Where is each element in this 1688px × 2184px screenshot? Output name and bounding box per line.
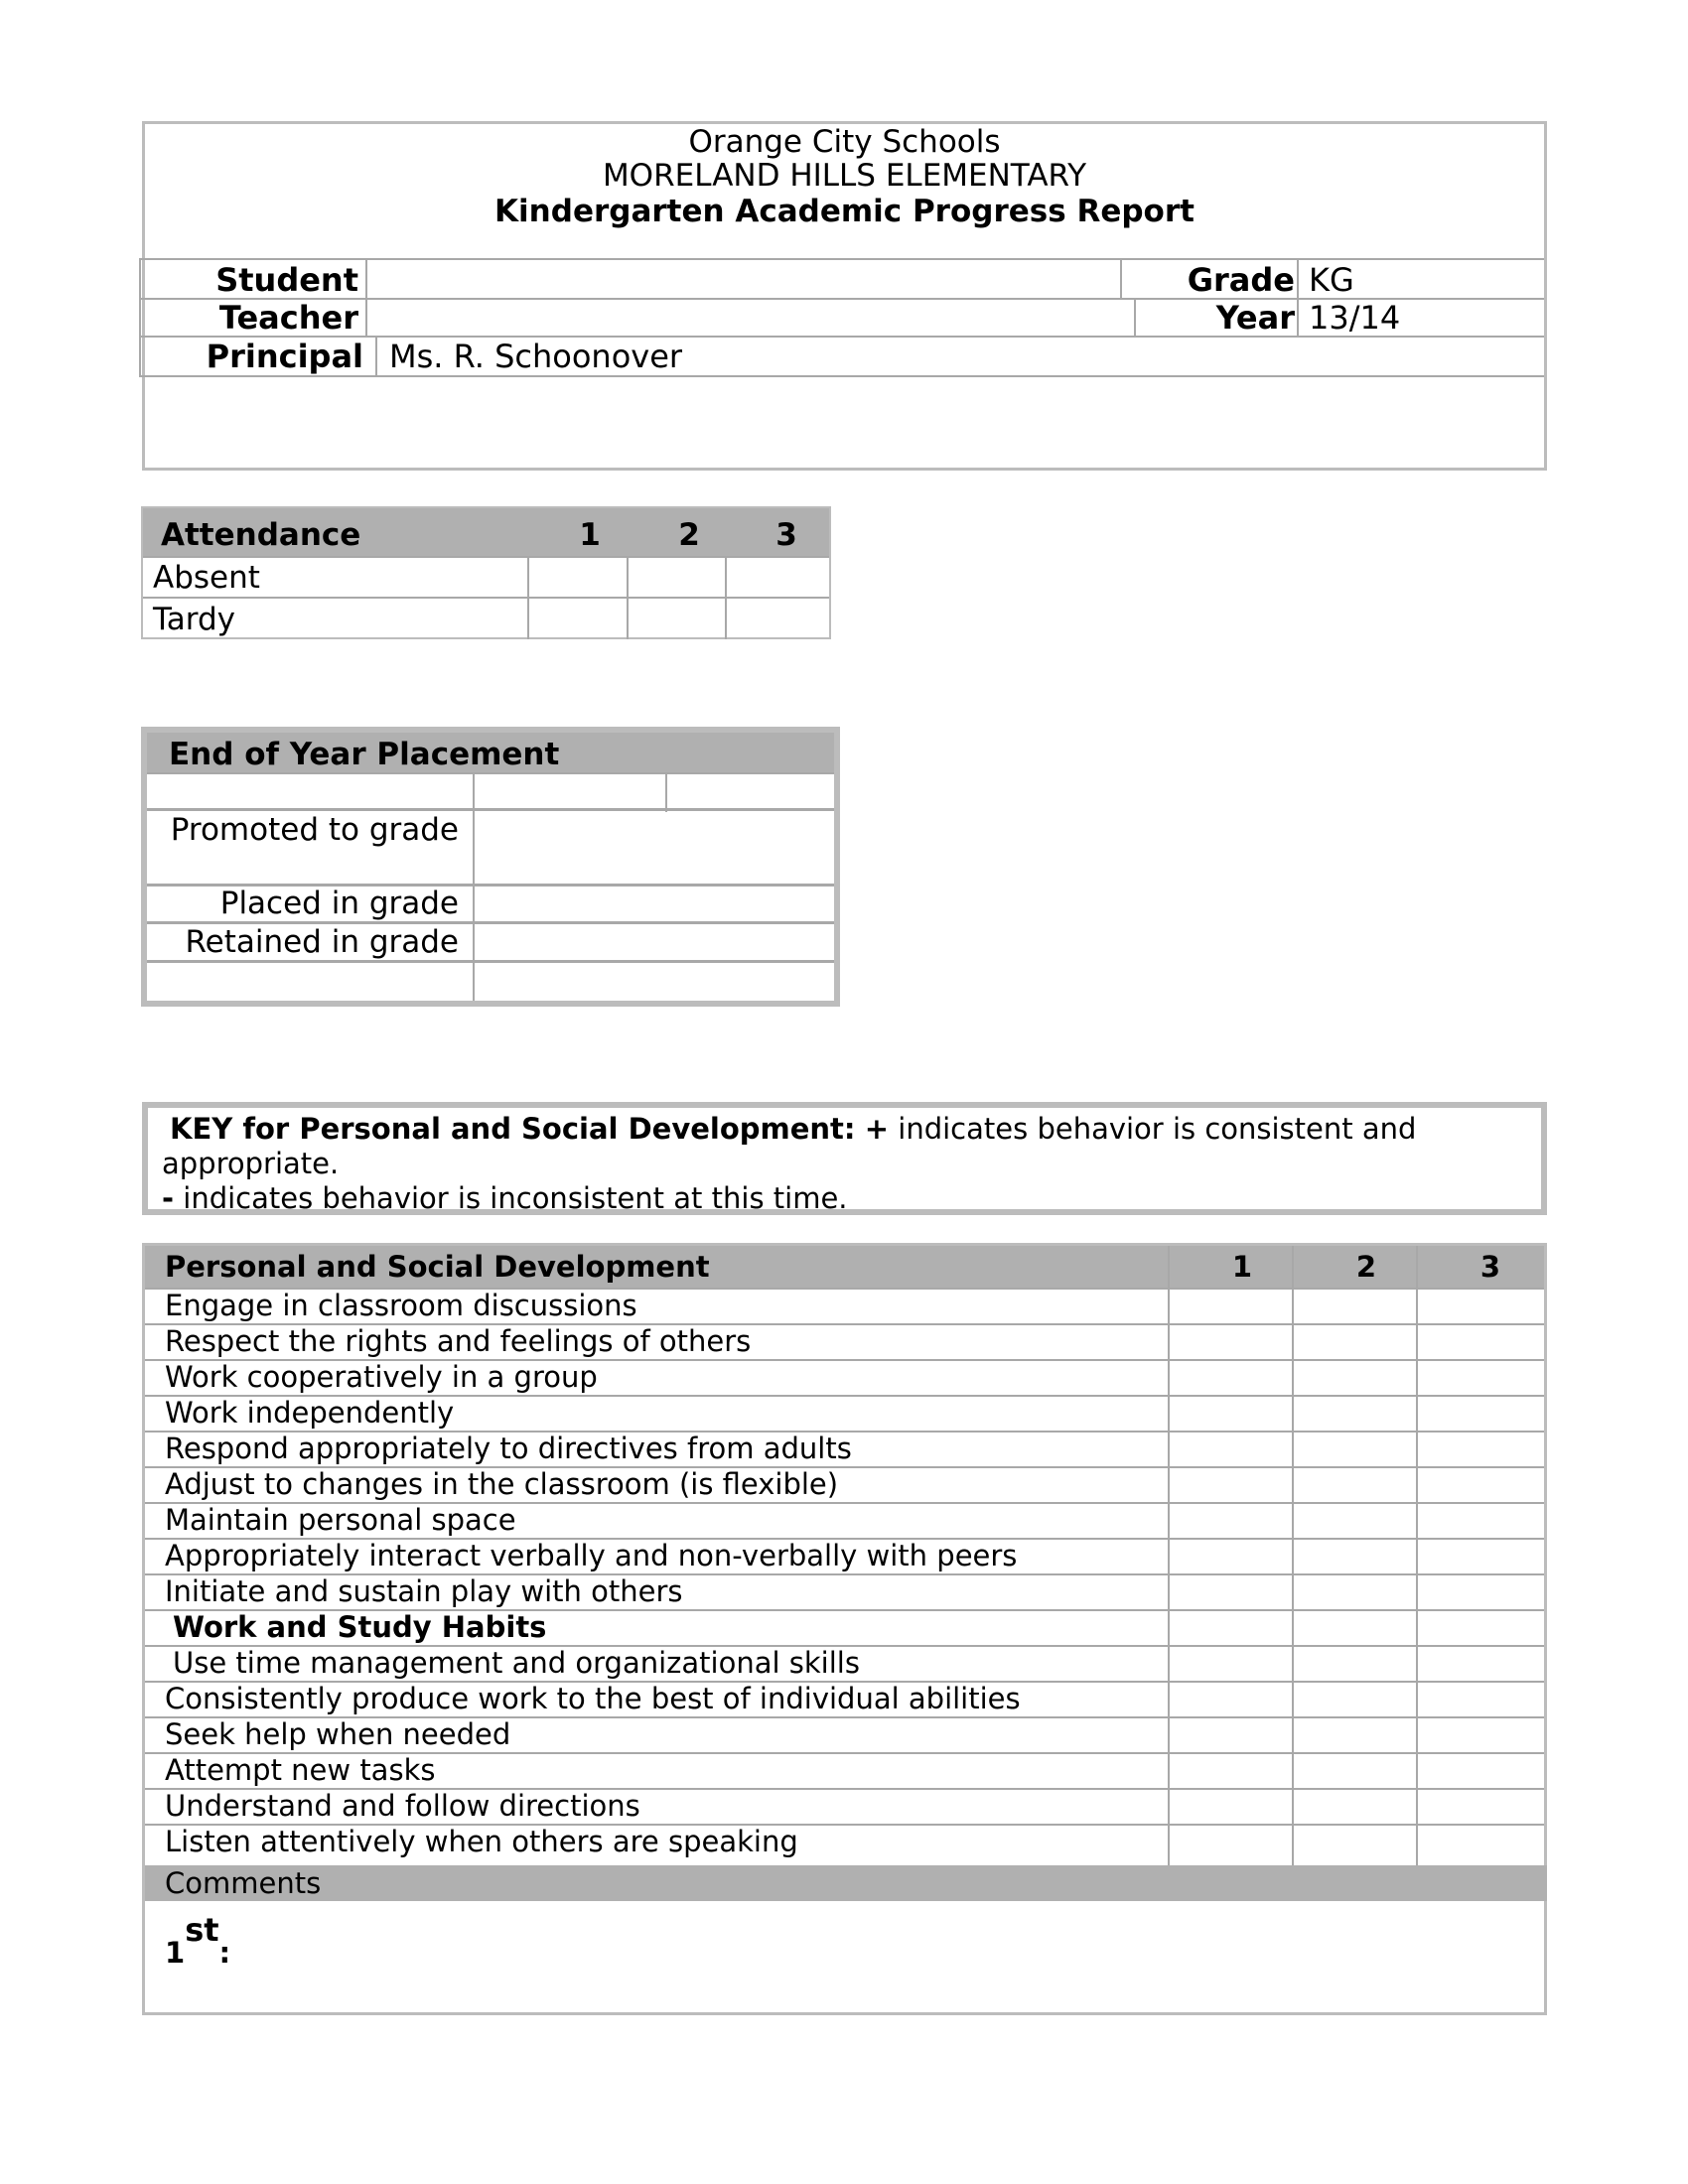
- rating-cell-2[interactable]: [1294, 1826, 1416, 1859]
- rating-cell-3[interactable]: [1418, 1397, 1540, 1431]
- development-col-3: 3: [1479, 1250, 1501, 1284]
- principal-label: Principal: [206, 338, 363, 375]
- rating-cell-2[interactable]: [1294, 1718, 1416, 1752]
- development-row-label: Understand and follow directions: [165, 1789, 640, 1823]
- rating-cell-1[interactable]: [1170, 1468, 1292, 1502]
- rating-cell-1[interactable]: [1170, 1433, 1292, 1466]
- rating-cell-1[interactable]: [1170, 1361, 1292, 1395]
- key-box: [142, 1102, 1547, 1215]
- rating-cell-1[interactable]: [1170, 1540, 1292, 1573]
- district-name: Orange City Schools: [688, 124, 1001, 160]
- rating-cell-2[interactable]: [1294, 1790, 1416, 1824]
- rating-cell-2[interactable]: [1294, 1468, 1416, 1502]
- rating-cell-1[interactable]: [1170, 1397, 1292, 1431]
- rating-cell-1[interactable]: [1170, 1683, 1292, 1716]
- rating-cell-3[interactable]: [1418, 1290, 1540, 1323]
- rating-cell-1[interactable]: [1170, 1754, 1292, 1788]
- development-row-label: Initiate and sustain play with others: [165, 1574, 683, 1608]
- grade-value: KG: [1309, 261, 1354, 299]
- development-title: Personal and Social Development: [165, 1250, 710, 1284]
- first-sup: st: [185, 1911, 219, 1949]
- rating-cell-3[interactable]: [1418, 1826, 1540, 1859]
- rating-cell-2[interactable]: [1294, 1611, 1416, 1645]
- rating-cell-3[interactable]: [1418, 1718, 1540, 1752]
- first-trimester-comment[interactable]: [165, 1911, 231, 1971]
- rating-cell-1[interactable]: [1170, 1826, 1292, 1859]
- rating-cell-1[interactable]: [1170, 1611, 1292, 1645]
- development-row-label: Work cooperatively in a group: [165, 1360, 598, 1394]
- plus-symbol: +: [864, 1112, 890, 1146]
- rating-cell-3[interactable]: [1418, 1575, 1540, 1609]
- rating-cell-1[interactable]: [1170, 1325, 1292, 1359]
- development-row-label: Consistently produce work to the best of individual abilities: [165, 1682, 1021, 1715]
- rating-cell-3[interactable]: [1418, 1504, 1540, 1538]
- rating-cell-2[interactable]: [1294, 1754, 1416, 1788]
- grade-label: Grade: [1187, 261, 1295, 299]
- rating-cell-3[interactable]: [1418, 1540, 1540, 1573]
- placed-label: Placed in grade: [219, 886, 459, 921]
- development-col-1: 1: [1231, 1250, 1253, 1284]
- development-row-label: Adjust to changes in the classroom (is flexible): [165, 1467, 839, 1501]
- rating-cell-2[interactable]: [1294, 1290, 1416, 1323]
- rating-cell-1[interactable]: [1170, 1290, 1292, 1323]
- attendance-row-absent: Absent: [153, 560, 260, 596]
- attendance-col-3: 3: [775, 517, 797, 553]
- development-row-label: Use time management and organizational skills: [173, 1646, 860, 1680]
- minus-meaning: indicates behavior is inconsistent at this time.: [183, 1181, 848, 1215]
- minus-symbol: -: [162, 1181, 175, 1215]
- plus-meaning: indicates behavior is consistent and appropriate.: [162, 1112, 1417, 1180]
- development-col-2: 2: [1355, 1250, 1377, 1284]
- rating-cell-2[interactable]: [1294, 1504, 1416, 1538]
- rating-cell-2[interactable]: [1294, 1361, 1416, 1395]
- development-row-label: Work independently: [165, 1396, 455, 1430]
- report-header-box: [142, 121, 1547, 471]
- development-row-label: Attempt new tasks: [165, 1753, 436, 1787]
- comments-header-row: [145, 1865, 1547, 1901]
- rating-cell-3[interactable]: [1418, 1754, 1540, 1788]
- rating-cell-2[interactable]: [1294, 1397, 1416, 1431]
- development-row-label: Maintain personal space: [165, 1503, 516, 1537]
- rating-cell-2[interactable]: [1294, 1433, 1416, 1466]
- comments-label: Comments: [165, 1866, 322, 1900]
- rating-cell-2[interactable]: [1294, 1683, 1416, 1716]
- rating-cell-3[interactable]: [1418, 1611, 1540, 1645]
- rating-cell-3[interactable]: [1418, 1647, 1540, 1681]
- promoted-label: Promoted to grade: [170, 812, 459, 848]
- development-row-label: Engage in classroom discussions: [165, 1289, 637, 1322]
- attendance-col-2: 2: [678, 517, 700, 553]
- teacher-label: Teacher: [218, 299, 358, 337]
- rating-cell-1[interactable]: [1170, 1504, 1292, 1538]
- attendance-table: [141, 506, 831, 639]
- development-row-label: Seek help when needed: [165, 1717, 511, 1751]
- placement-table: [141, 727, 840, 1007]
- year-value: 13/14: [1309, 299, 1401, 337]
- rating-cell-1[interactable]: [1170, 1718, 1292, 1752]
- attendance-title: Attendance: [161, 517, 361, 553]
- rating-cell-3[interactable]: [1418, 1433, 1540, 1466]
- rating-cell-1[interactable]: [1170, 1790, 1292, 1824]
- section-heading-work-study: Work and Study Habits: [173, 1610, 547, 1644]
- rating-cell-3[interactable]: [1418, 1468, 1540, 1502]
- first-num: 1: [165, 1936, 186, 1970]
- year-label: Year: [1215, 299, 1295, 337]
- development-table: [142, 1243, 1547, 2015]
- principal-value: Ms. R. Schoonover: [389, 338, 683, 375]
- rating-cell-3[interactable]: [1418, 1361, 1540, 1395]
- first-colon: :: [218, 1936, 231, 1970]
- rating-cell-3[interactable]: [1418, 1325, 1540, 1359]
- rating-cell-1[interactable]: [1170, 1647, 1292, 1681]
- attendance-row-tardy: Tardy: [153, 602, 236, 637]
- key-text: [162, 1112, 1492, 1181]
- rating-cell-2[interactable]: [1294, 1647, 1416, 1681]
- rating-cell-3[interactable]: [1418, 1683, 1540, 1716]
- school-name: MORELAND HILLS ELEMENTARY: [602, 158, 1087, 194]
- development-row-label: Appropriately interact verbally and non-verbally with peers: [165, 1539, 1018, 1572]
- rating-cell-2[interactable]: [1294, 1540, 1416, 1573]
- rating-cell-3[interactable]: [1418, 1790, 1540, 1824]
- retained-label: Retained in grade: [185, 924, 459, 960]
- attendance-col-1: 1: [579, 517, 601, 553]
- placement-title: End of Year Placement: [169, 737, 560, 772]
- development-row-label: Listen attentively when others are speaking: [165, 1825, 798, 1858]
- key-lead: KEY for Personal and Social Development:: [170, 1112, 856, 1146]
- development-row-label: Respond appropriately to directives from adults: [165, 1432, 852, 1465]
- rating-cell-2[interactable]: [1294, 1575, 1416, 1609]
- report-title: Kindergarten Academic Progress Report: [494, 194, 1195, 229]
- rating-cell-2[interactable]: [1294, 1325, 1416, 1359]
- student-label: Student: [215, 261, 358, 299]
- key-minus-line: [162, 1181, 848, 1216]
- rating-cell-1[interactable]: [1170, 1575, 1292, 1609]
- development-row-label: Respect the rights and feelings of others: [165, 1324, 752, 1358]
